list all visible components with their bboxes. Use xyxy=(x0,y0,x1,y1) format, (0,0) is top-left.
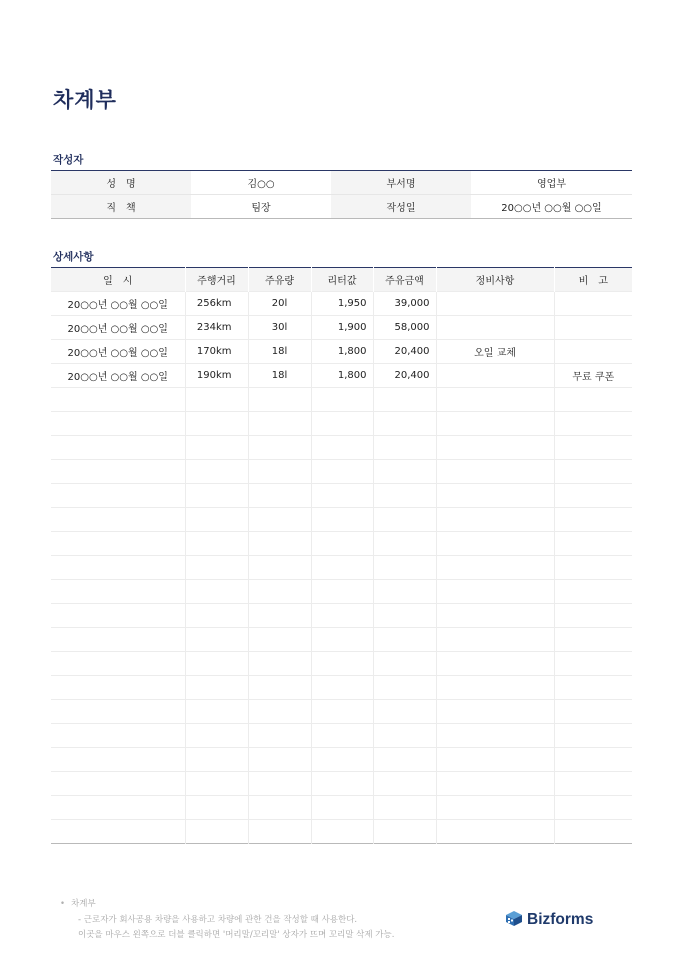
cell-maintenance[interactable] xyxy=(436,820,554,844)
cell-fuel[interactable] xyxy=(248,772,311,796)
cell-fuel[interactable] xyxy=(248,532,311,556)
cell-price-per-liter[interactable] xyxy=(311,436,373,460)
cell-price-per-liter[interactable] xyxy=(311,460,373,484)
cell-date[interactable] xyxy=(51,604,185,628)
cell-maintenance[interactable] xyxy=(436,772,554,796)
cell-amount[interactable] xyxy=(373,772,436,796)
cell-distance[interactable] xyxy=(185,532,248,556)
cell-fuel[interactable]: 30l xyxy=(248,316,311,340)
cell-maintenance[interactable] xyxy=(436,628,554,652)
footer-bullet: • xyxy=(60,899,66,909)
document-title: 차계부 xyxy=(53,88,117,112)
name-label: 성 명 xyxy=(51,171,191,195)
cell-fuel[interactable] xyxy=(248,556,311,580)
cell-distance[interactable] xyxy=(185,628,248,652)
cell-note[interactable] xyxy=(554,436,632,460)
empty-table-row xyxy=(51,700,632,724)
cell-maintenance[interactable] xyxy=(436,652,554,676)
empty-table-row xyxy=(51,436,632,460)
author-table xyxy=(51,170,632,219)
cell-note[interactable]: 무료 쿠폰 xyxy=(554,364,632,388)
cell-note[interactable] xyxy=(554,628,632,652)
empty-table-row xyxy=(51,604,632,628)
cell-date[interactable]: 20○○년 ○○월 ○○일 xyxy=(51,316,185,340)
cell-price-per-liter[interactable] xyxy=(311,412,373,436)
cell-note[interactable] xyxy=(554,748,632,772)
brand-name: Bizforms xyxy=(527,911,594,928)
cell-price-per-liter[interactable] xyxy=(311,820,373,844)
bizforms-logo-icon xyxy=(504,909,524,931)
cell-fuel[interactable] xyxy=(248,820,311,844)
cell-distance[interactable] xyxy=(185,772,248,796)
cell-date[interactable] xyxy=(51,748,185,772)
cell-distance[interactable] xyxy=(185,436,248,460)
cell-note[interactable] xyxy=(554,556,632,580)
cell-price-per-liter[interactable] xyxy=(311,484,373,508)
cell-amount[interactable] xyxy=(373,508,436,532)
cell-fuel[interactable]: 18l xyxy=(248,364,311,388)
cell-date[interactable] xyxy=(51,700,185,724)
cell-maintenance[interactable] xyxy=(436,724,554,748)
cell-distance[interactable] xyxy=(185,580,248,604)
cell-date[interactable] xyxy=(51,772,185,796)
cell-maintenance[interactable] xyxy=(436,604,554,628)
cell-maintenance[interactable] xyxy=(436,292,554,316)
cell-amount[interactable] xyxy=(373,532,436,556)
cell-maintenance[interactable]: 오일 교체 xyxy=(436,340,554,364)
table-row xyxy=(51,316,632,340)
cell-amount[interactable] xyxy=(373,388,436,412)
cell-fuel[interactable] xyxy=(248,436,311,460)
cell-amount[interactable] xyxy=(373,676,436,700)
empty-table-row xyxy=(51,556,632,580)
cell-price-per-liter[interactable] xyxy=(311,796,373,820)
detail-section-label: 상세사항 xyxy=(53,251,94,263)
cell-amount[interactable]: 39,000 xyxy=(373,292,436,316)
cell-maintenance[interactable] xyxy=(436,508,554,532)
footer-notes xyxy=(60,897,394,944)
cell-fuel[interactable] xyxy=(248,460,311,484)
cell-date[interactable] xyxy=(51,532,185,556)
cell-amount[interactable] xyxy=(373,412,436,436)
cell-distance[interactable] xyxy=(185,556,248,580)
brand-logo xyxy=(504,909,593,931)
cell-date[interactable]: 20○○년 ○○월 ○○일 xyxy=(51,292,185,316)
cell-distance[interactable] xyxy=(185,484,248,508)
cell-date[interactable] xyxy=(51,724,185,748)
cell-price-per-liter[interactable] xyxy=(311,388,373,412)
cell-price-per-liter[interactable] xyxy=(311,700,373,724)
empty-table-row xyxy=(51,508,632,532)
cell-date[interactable] xyxy=(51,436,185,460)
cell-amount[interactable] xyxy=(373,700,436,724)
cell-amount[interactable] xyxy=(373,556,436,580)
cell-price-per-liter[interactable]: 1,800 xyxy=(311,340,373,364)
header-price-per-liter: 리터값 xyxy=(311,268,373,292)
cell-amount[interactable] xyxy=(373,724,436,748)
cell-price-per-liter[interactable]: 1,900 xyxy=(311,316,373,340)
cell-fuel[interactable] xyxy=(248,676,311,700)
cell-date[interactable] xyxy=(51,796,185,820)
cell-note[interactable] xyxy=(554,796,632,820)
cell-note[interactable] xyxy=(554,772,632,796)
cell-price-per-liter[interactable] xyxy=(311,748,373,772)
cell-note[interactable] xyxy=(554,604,632,628)
cell-distance[interactable] xyxy=(185,796,248,820)
empty-table-row xyxy=(51,628,632,652)
cell-date[interactable] xyxy=(51,652,185,676)
empty-table-row xyxy=(51,676,632,700)
empty-table-row xyxy=(51,652,632,676)
cell-note[interactable] xyxy=(554,484,632,508)
empty-table-row xyxy=(51,460,632,484)
cell-note[interactable] xyxy=(554,532,632,556)
cell-amount[interactable] xyxy=(373,436,436,460)
header-note: 비 고 xyxy=(554,268,632,292)
table-row xyxy=(51,364,632,388)
cell-maintenance[interactable] xyxy=(436,676,554,700)
cell-date[interactable] xyxy=(51,556,185,580)
empty-table-row xyxy=(51,532,632,556)
cell-fuel[interactable] xyxy=(248,388,311,412)
cell-price-per-liter[interactable] xyxy=(311,508,373,532)
cell-date[interactable] xyxy=(51,388,185,412)
detail-table xyxy=(51,267,632,844)
author-section-label: 작성자 xyxy=(53,154,84,166)
cell-note[interactable] xyxy=(554,652,632,676)
cell-fuel[interactable] xyxy=(248,700,311,724)
cell-distance[interactable] xyxy=(185,820,248,844)
cell-date[interactable] xyxy=(51,484,185,508)
cell-amount[interactable] xyxy=(373,460,436,484)
empty-table-row xyxy=(51,580,632,604)
cell-price-per-liter[interactable] xyxy=(311,556,373,580)
cell-maintenance[interactable] xyxy=(436,748,554,772)
department-value[interactable]: 영업부 xyxy=(471,171,632,195)
header-distance: 주행거리 xyxy=(185,268,248,292)
cell-date[interactable] xyxy=(51,580,185,604)
cell-fuel[interactable] xyxy=(248,508,311,532)
cell-note[interactable] xyxy=(554,820,632,844)
cell-distance[interactable] xyxy=(185,508,248,532)
cell-maintenance[interactable] xyxy=(436,388,554,412)
cell-amount[interactable]: 20,400 xyxy=(373,364,436,388)
empty-table-row xyxy=(51,772,632,796)
position-label: 직 책 xyxy=(51,195,191,219)
cell-price-per-liter[interactable] xyxy=(311,676,373,700)
cell-fuel[interactable]: 20l xyxy=(248,292,311,316)
cell-note[interactable] xyxy=(554,292,632,316)
cell-distance[interactable]: 170km xyxy=(185,340,248,364)
cell-note[interactable] xyxy=(554,316,632,340)
header-maintenance: 정비사항 xyxy=(436,268,554,292)
cell-price-per-liter[interactable] xyxy=(311,772,373,796)
cell-fuel[interactable] xyxy=(248,604,311,628)
cell-price-per-liter[interactable] xyxy=(311,604,373,628)
cell-note[interactable] xyxy=(554,412,632,436)
empty-table-row xyxy=(51,796,632,820)
author-row xyxy=(51,195,632,219)
header-amount: 주유금액 xyxy=(373,268,436,292)
cell-amount[interactable] xyxy=(373,748,436,772)
cell-amount[interactable] xyxy=(373,820,436,844)
cell-distance[interactable]: 190km xyxy=(185,364,248,388)
cell-amount[interactable]: 20,400 xyxy=(373,340,436,364)
cell-fuel[interactable] xyxy=(248,652,311,676)
empty-table-row xyxy=(51,388,632,412)
cell-distance[interactable] xyxy=(185,412,248,436)
cell-maintenance[interactable] xyxy=(436,796,554,820)
cell-distance[interactable] xyxy=(185,748,248,772)
empty-table-row xyxy=(51,748,632,772)
cell-note[interactable] xyxy=(554,700,632,724)
cell-maintenance[interactable] xyxy=(436,412,554,436)
cell-amount[interactable] xyxy=(373,484,436,508)
cell-date[interactable] xyxy=(51,676,185,700)
cell-maintenance[interactable] xyxy=(436,436,554,460)
header-fuel: 주유량 xyxy=(248,268,311,292)
cell-date[interactable] xyxy=(51,412,185,436)
author-row xyxy=(51,171,632,195)
cell-fuel[interactable] xyxy=(248,748,311,772)
table-row xyxy=(51,292,632,316)
cell-date[interactable] xyxy=(51,460,185,484)
cell-maintenance[interactable] xyxy=(436,484,554,508)
cell-fuel[interactable]: 18l xyxy=(248,340,311,364)
cell-note[interactable] xyxy=(554,388,632,412)
cell-note[interactable] xyxy=(554,724,632,748)
cell-amount[interactable] xyxy=(373,796,436,820)
cell-distance[interactable] xyxy=(185,700,248,724)
name-value[interactable]: 김○○ xyxy=(191,171,331,195)
cell-maintenance[interactable] xyxy=(436,580,554,604)
cell-note[interactable] xyxy=(554,508,632,532)
cell-date[interactable] xyxy=(51,628,185,652)
date-written-label: 작성일 xyxy=(331,195,471,219)
cell-fuel[interactable] xyxy=(248,796,311,820)
date-written-value[interactable]: 20○○년 ○○월 ○○일 xyxy=(471,195,632,219)
footer-title: 차계부 xyxy=(71,899,96,909)
header-datetime: 일 시 xyxy=(51,268,185,292)
cell-maintenance[interactable] xyxy=(436,556,554,580)
cell-price-per-liter[interactable] xyxy=(311,628,373,652)
cell-fuel[interactable] xyxy=(248,628,311,652)
cell-distance[interactable] xyxy=(185,604,248,628)
cell-fuel[interactable] xyxy=(248,412,311,436)
table-row xyxy=(51,340,632,364)
cell-amount[interactable] xyxy=(373,628,436,652)
department-label: 부서명 xyxy=(331,171,471,195)
cell-date[interactable] xyxy=(51,508,185,532)
cell-distance[interactable] xyxy=(185,460,248,484)
cell-amount[interactable] xyxy=(373,652,436,676)
cell-date[interactable]: 20○○년 ○○월 ○○일 xyxy=(51,340,185,364)
cell-price-per-liter[interactable]: 1,950 xyxy=(311,292,373,316)
detail-header-row xyxy=(51,268,632,292)
cell-distance[interactable] xyxy=(185,724,248,748)
cell-note[interactable] xyxy=(554,340,632,364)
cell-maintenance[interactable] xyxy=(436,700,554,724)
cell-price-per-liter[interactable]: 1,800 xyxy=(311,364,373,388)
cell-note[interactable] xyxy=(554,460,632,484)
cell-distance[interactable] xyxy=(185,652,248,676)
cell-distance[interactable] xyxy=(185,676,248,700)
cell-price-per-liter[interactable] xyxy=(311,724,373,748)
cell-price-per-liter[interactable] xyxy=(311,580,373,604)
empty-table-row xyxy=(51,484,632,508)
footer-hint: 이곳을 마우스 왼쪽으로 더블 클릭하면 '머리말/꼬리말' 상자가 뜨며 꼬리말 삭제 가능. xyxy=(78,930,395,940)
cell-fuel[interactable] xyxy=(248,484,311,508)
cell-note[interactable] xyxy=(554,676,632,700)
cell-price-per-liter[interactable] xyxy=(311,532,373,556)
cell-date[interactable]: 20○○년 ○○월 ○○일 xyxy=(51,364,185,388)
cell-amount[interactable] xyxy=(373,604,436,628)
empty-table-row xyxy=(51,820,632,844)
position-value[interactable]: 팀장 xyxy=(191,195,331,219)
cell-price-per-liter[interactable] xyxy=(311,652,373,676)
cell-note[interactable] xyxy=(554,580,632,604)
cell-maintenance[interactable] xyxy=(436,532,554,556)
cell-date[interactable] xyxy=(51,820,185,844)
cell-maintenance[interactable] xyxy=(436,316,554,340)
cell-amount[interactable] xyxy=(373,580,436,604)
empty-table-row xyxy=(51,412,632,436)
cell-fuel[interactable] xyxy=(248,724,311,748)
footer-description: - 근로자가 회사공용 차량을 사용하고 차량에 관한 건을 작성할 때 사용한다. xyxy=(78,914,358,925)
cell-distance[interactable]: 256km xyxy=(185,292,248,316)
empty-table-row xyxy=(51,724,632,748)
cell-distance[interactable] xyxy=(185,388,248,412)
cell-maintenance[interactable] xyxy=(436,364,554,388)
cell-maintenance[interactable] xyxy=(436,460,554,484)
cell-distance[interactable]: 234km xyxy=(185,316,248,340)
cell-amount[interactable]: 58,000 xyxy=(373,316,436,340)
cell-fuel[interactable] xyxy=(248,580,311,604)
